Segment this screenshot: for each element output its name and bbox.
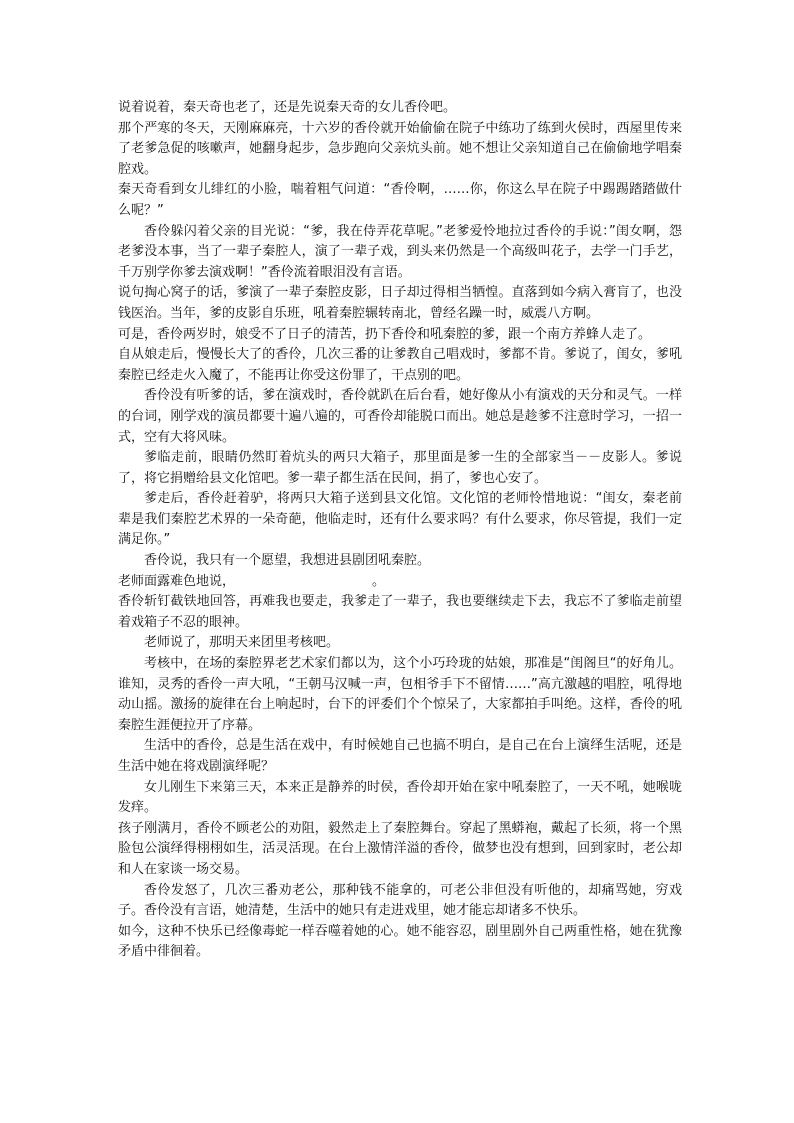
paragraph: 考核中，在场的秦腔界老艺术家们都以为，这个小巧玲珑的姑娘，那准是“闺阁旦“的好角儿。谁知，灵秀的香伶一声大吼，“王朝马汉喊一声，包相爷手下不留情……”高亢激越的唱腔，吼得地动山摇。激扬的旋律在台上响起时，台下的评委们个个惊呆了，大家都拍手叫绝。这样，香伶的吼秦腔生涯便拉开了序幕。 xyxy=(118,656,682,733)
paragraph: 自从娘走后，慢慢长大了的香伶，几次三番的让爹教自己唱戏时，爹都不肯。爹说了，闺女，爹吼秦腔已经走火入魔了，不能再让你受这份罪了，干点别的吧。 xyxy=(118,347,682,383)
paragraph: 香伶发怒了，几次三番劝老公，那种钱不能拿的，可老公非但没有听他的，却痛骂她，穷戏子。香伶没有言语，她清楚，生活中的她只有走进戏里，她才能忘却诸多不快乐。 xyxy=(118,882,682,919)
paragraph: 如今，这种不快乐已经像毒蛇一样吞噬着她的心。她不能容忍，剧里剧外自己两重性格，她在犹豫矛盾中徘徊着。 xyxy=(118,923,682,960)
paragraph: 说着说着，秦天奇也老了，还是先说秦天奇的女儿香伶吧。 xyxy=(118,100,457,115)
paragraph: 香伶斩钉截铁地回答，再难我也要走，我爹走了一辈子，我也要继续走下去，我忘不了爹临走前望着戏箱子不忍的眼神。 xyxy=(118,594,682,630)
paragraph-text: 老师面露难色地说， xyxy=(118,573,236,589)
paragraph: 那个严寒的冬天，天刚麻麻亮，十六岁的香伶就开始偷偷在院子中练功了练到火侯时，西屋里传来了老爹急促的咳嗽声，她翻身起步，急步跑向父亲炕头前。她不想让父亲知道自己在偷偷地学唱秦腔戏。 xyxy=(118,120,682,177)
paragraph: 秦天奇看到女儿绯红的小脸，喘着粗气问道：“香伶啊，……你，你这么早在院子中踢踢踏踏做什么呢？” xyxy=(118,182,682,218)
paragraph: 女儿刚生下来第三天，本来正是静养的时侯，香伶却开始在家中吼秦腔了，一天不吼，她喉咙发痒。 xyxy=(118,779,682,816)
paragraph: 香伶说，我只有一个愿望，我想进县剧团吼秦腔。 xyxy=(144,553,431,569)
paragraph: 孩子刚满月，香伶不顾老公的劝阻，毅然走上了秦腔舞台。穿起了黑蟒袍，戴起了长须，将一个黑脸包公演绎得栩栩如生，活灵活现。在台上激情洋溢的香伶，做梦也没有想到，回到家时，老公却和人在家谈一场交易。 xyxy=(118,820,682,877)
paragraph: 说句掏心窝子的话，爹演了一辈子秦腔皮影，日子却过得相当牺惶。直落到如今病入膏肓了，也没钱医治。当年，爹的皮影自乐班，吼着秦腔辗转南北，曾经名躁一时，威震八方啊。 xyxy=(118,285,682,321)
paragraph: 爹临走前，眼睛仍然盯着炕头的两只大箱子，那里面是爹一生的全部家当－－皮影人。爹说了，将它捐赠给县文化馆吧。爹一辈子都生活在民间，捐了，爹也心安了。 xyxy=(118,450,682,486)
paragraph: 香伶没有听爹的话，爹在演戏时，香伶就趴在后台看，她好像从小有演戏的天分和灵气。一样的台词，刚学戏的演员都要十遍八遍的，可香伶却能脱口而出。她总是趁爹不注意时学习，一招一式，空有大将风味。 xyxy=(118,388,682,445)
paragraph: 老师说了，那明天来团里考核吧。 xyxy=(144,635,340,651)
paragraph: 可是，香伶两岁时，娘受不了日子的清苦，扔下香伶和吼秦腔的爹，跟一个南方养蜂人走了。 xyxy=(118,326,652,342)
paragraph-with-blank xyxy=(118,572,682,593)
paragraph: 生活中的香伶，总是生活在戏中，有时候她自己也搞不明白，是自己在台上演绎生活呢，还是生活中她在将戏剧演绎呢？ xyxy=(118,738,682,774)
document-body xyxy=(118,98,682,963)
paragraph: 香伶躲闪着父亲的目光说：“爹，我在侍弄花草呢。”老爹爱怜地拉过香伶的手说：”闺女啊，怨老爹没本事，当了一辈子秦腔人，演了一辈子戏，到头来仍然是一个高级叫花子，去学一门手艺，千万别学你爹去演戏啊！”香伶流着眼泪没有言语。 xyxy=(118,223,682,280)
fill-in-blank: 。 xyxy=(372,573,386,589)
paragraph: 爹走后，香伶赶着驴，将两只大箱子送到县文化馆。文化馆的老师怜惜地说：“闺女，秦老前辈是我们秦腔艺术界的一朵奇葩，他临走时，还有什么要求吗？有什么要求，你尽管提，我们一定满足你。” xyxy=(118,491,682,548)
